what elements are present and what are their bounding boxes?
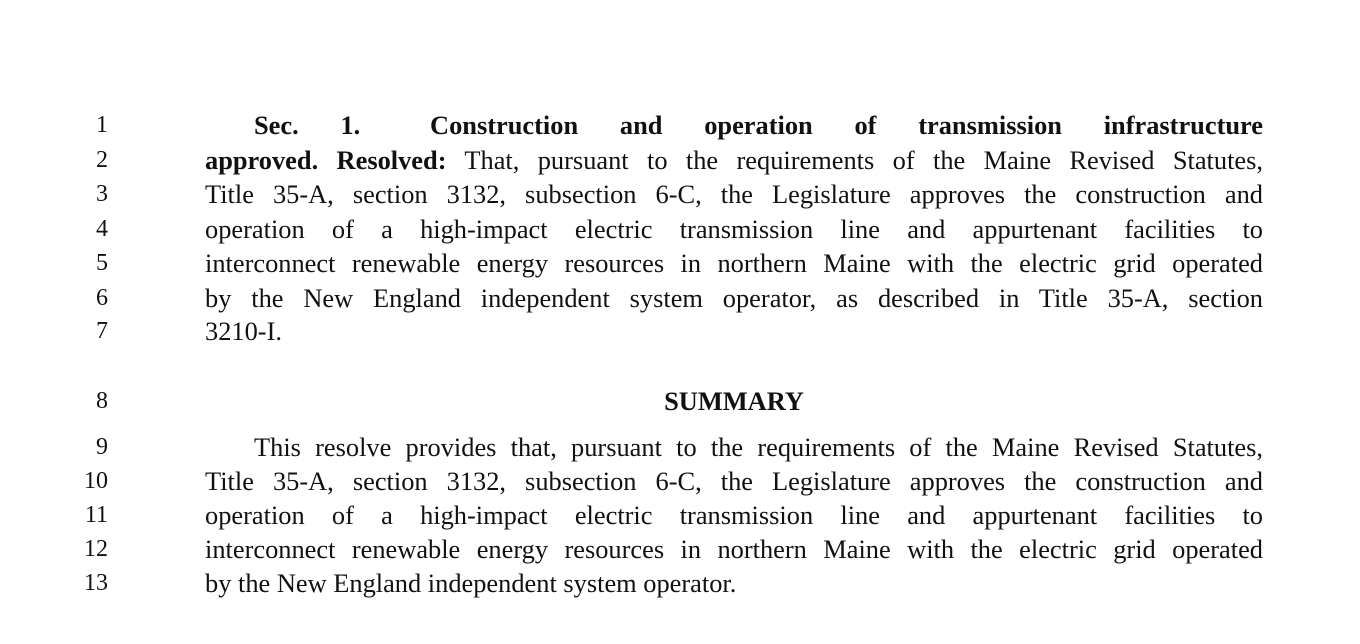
summary-line-13: by the New England independent system operator. [205,568,737,598]
section-line-2 [205,143,1263,177]
line-number-1: 1 [96,112,108,138]
summary-line-9: This resolve provides that, pursuant to the requirements of the Maine Revised Statutes, [254,432,1263,462]
resolved-label: Resolved: [336,145,447,175]
section-title-part-1: Construction and operation of transmission infrastructure [430,110,1263,140]
line-number-4: 4 [96,216,108,242]
line-number-5: 5 [96,250,108,276]
line-number-6: 6 [96,285,108,311]
line-number-7: 7 [96,318,108,344]
line-number-12: 12 [84,536,108,562]
section-heading-line-1 [254,108,1263,142]
line-number-8: 8 [96,388,108,414]
summary-heading: SUMMARY [664,386,804,416]
summary-line-10: Title 35-A, section 3132, subsection 6-C, the Legislature approves the construction and [205,466,1263,496]
line-number-13: 13 [84,570,108,596]
section-line-2-text: That, pursuant to the requirements of the Maine Revised Statutes, [464,145,1263,175]
line-number-2: 2 [96,147,108,173]
summary-line-12: interconnect renewable energy resources in northern Maine with the electric grid operated [205,534,1263,564]
section-line-3: Title 35-A, section 3132, subsection 6-C, the Legislature approves the construction and [205,179,1263,209]
section-line-6: by the New England independent system operator, as described in Title 35-A, section [205,283,1263,313]
line-number-9: 9 [96,434,108,460]
line-number-11: 11 [84,502,108,528]
section-line-7: 3210-I. [205,316,282,346]
section-title-part-2: approved. [205,145,319,175]
section-number: Sec. 1. [254,110,361,140]
line-number-10: 10 [84,468,108,494]
section-line-4: operation of a high-impact electric transmission line and appurtenant facilities to [205,214,1263,244]
line-number-3: 3 [96,181,108,207]
summary-line-11: operation of a high-impact electric transmission line and appurtenant facilities to [205,500,1263,530]
section-line-5: interconnect renewable energy resources in northern Maine with the electric grid operated [205,248,1263,278]
